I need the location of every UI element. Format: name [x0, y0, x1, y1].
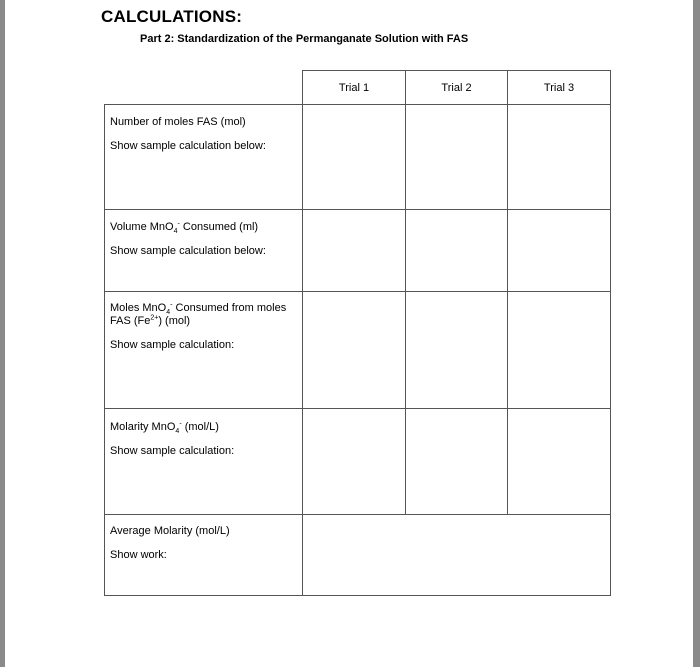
subscript: 4 [175, 428, 180, 436]
section-subtitle: Part 2: Standardization of the Permanganate Solution with FAS [140, 33, 469, 45]
left-border-bar [0, 0, 5, 667]
row-instruction: Show sample calculation below: [110, 245, 266, 257]
row-label-text: Volume MnO [110, 221, 174, 233]
answer-cell-r3-trial-3[interactable] [508, 292, 610, 408]
row-label-text: ) (mol) [158, 315, 191, 327]
superscript: - [179, 420, 182, 428]
superscript: - [177, 220, 180, 228]
right-border-bar [693, 0, 700, 667]
row-label-average-molarity [110, 525, 298, 562]
row-label-moles-fas [110, 116, 298, 153]
answer-cell-r2-trial-1[interactable] [303, 210, 405, 291]
table-rule [610, 70, 611, 596]
column-header-trial-1: Trial 1 [338, 82, 370, 94]
row-label-text: Moles MnO [110, 302, 167, 314]
page-title: CALCULATIONS: [101, 7, 243, 26]
row-label-text: Number of moles FAS (mol) [110, 116, 246, 128]
answer-cell-r3-trial-2[interactable] [406, 292, 507, 408]
row-instruction: Show work: [110, 549, 167, 561]
row-label-text: Consumed (ml) [179, 221, 259, 233]
table-rule [104, 595, 611, 596]
row-instruction: Show sample calculation below: [110, 140, 266, 152]
answer-cell-r4-trial-2[interactable] [406, 409, 507, 514]
answer-cell-r1-trial-1[interactable] [303, 105, 405, 209]
subscript: 4 [166, 309, 171, 317]
row-instruction: Show sample calculation: [110, 445, 235, 457]
row-label-volume-mno4 [110, 221, 298, 258]
answer-cell-r4-trial-1[interactable] [303, 409, 405, 514]
answer-cell-average-molarity[interactable] [303, 515, 610, 595]
row-label-text: Consumed from moles FAS (Fe [110, 302, 287, 327]
answer-cell-r1-trial-3[interactable] [508, 105, 610, 209]
answer-cell-r3-trial-1[interactable] [303, 292, 405, 408]
answer-cell-r1-trial-2[interactable] [406, 105, 507, 209]
row-label-text: (mol/L) [181, 421, 219, 433]
row-label-molarity-mno4 [110, 421, 298, 458]
subscript: 4 [173, 228, 178, 236]
answer-cell-r4-trial-3[interactable] [508, 409, 610, 514]
answer-cell-r2-trial-2[interactable] [406, 210, 507, 291]
superscript: 2+ [150, 314, 159, 322]
row-instruction: Show sample calculation: [110, 339, 235, 351]
row-label-moles-mno4 [110, 302, 298, 352]
row-label-text: Molarity MnO [110, 421, 176, 433]
table-rule [104, 104, 105, 596]
answer-cell-r2-trial-3[interactable] [508, 210, 610, 291]
column-header-trial-3: Trial 3 [543, 82, 575, 94]
superscript: - [170, 301, 173, 309]
column-header-trial-2: Trial 2 [441, 82, 472, 94]
row-label-text: Average Molarity (mol/L) [110, 525, 230, 537]
